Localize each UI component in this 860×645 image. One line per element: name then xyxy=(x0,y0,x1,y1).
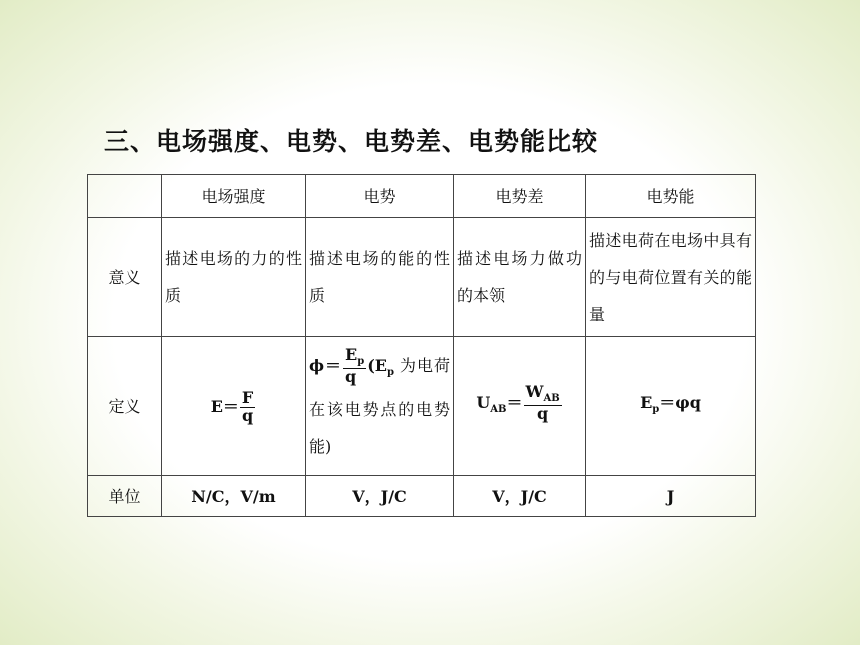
fraction-numerator xyxy=(524,384,562,406)
equals-sign: ＝ xyxy=(506,392,523,412)
fraction xyxy=(240,387,255,425)
header-cell-empty xyxy=(88,175,162,218)
row-label-unit: 单位 xyxy=(88,476,162,517)
fraction-denominator: q xyxy=(242,405,254,425)
unit-potential-difference: V，J/C xyxy=(454,476,586,517)
fraction-denominator: q xyxy=(345,366,357,386)
formula-base: E xyxy=(640,392,653,412)
lhs-subscript: AB xyxy=(490,404,507,416)
fraction-denominator: q xyxy=(537,403,549,423)
meaning-field-strength: 描述电场的力的性质 xyxy=(162,218,306,337)
page-title: 三、电场强度、电势、电势差、电势能比较 xyxy=(104,127,599,156)
definition-potential-energy xyxy=(586,337,756,476)
note-open: (E xyxy=(367,355,387,375)
numerator-base: E xyxy=(345,345,358,365)
header-potential-energy: 电势能 xyxy=(586,175,756,218)
note-subscript: p xyxy=(386,367,394,379)
table-row-unit xyxy=(88,476,756,517)
note-text: 为电荷在该电势点的电势能) xyxy=(309,355,450,457)
lhs-base: U xyxy=(476,392,491,412)
numerator-subscript: AB xyxy=(543,393,560,405)
formula-subscript: p xyxy=(652,404,660,416)
header-field-strength: 电场强度 xyxy=(162,175,306,218)
table-header-row xyxy=(88,175,756,218)
definition-field-strength xyxy=(162,337,306,476)
unit-potential: V，J/C xyxy=(306,476,454,517)
fraction xyxy=(343,347,366,385)
formula-lhs: ϕ＝ xyxy=(309,355,343,375)
meaning-potential-difference: 描述电场力做功的本领 xyxy=(454,218,586,337)
fraction-numerator: F xyxy=(241,387,254,407)
numerator-base: W xyxy=(525,382,544,402)
header-potential: 电势 xyxy=(306,175,454,218)
meaning-potential-energy: 描述电荷在电场中具有的与电荷位置有关的能量 xyxy=(586,218,756,337)
definition-potential-difference xyxy=(454,337,586,476)
unit-field-strength: N/C，V/m xyxy=(162,476,306,517)
meaning-potential: 描述电场的能的性质 xyxy=(306,218,454,337)
fraction xyxy=(524,384,562,422)
fraction-numerator xyxy=(343,347,366,369)
row-label-definition: 定义 xyxy=(88,337,162,476)
comparison-table xyxy=(87,174,756,517)
row-label-meaning: 意义 xyxy=(88,218,162,337)
numerator-subscript: p xyxy=(357,356,365,368)
table-row-definition xyxy=(88,337,756,476)
table-row-meaning xyxy=(88,218,756,337)
definition-potential xyxy=(306,337,454,476)
unit-potential-energy: J xyxy=(586,476,756,517)
formula-rest: ＝φq xyxy=(659,392,701,412)
formula-lhs: E＝ xyxy=(210,396,239,416)
header-potential-difference: 电势差 xyxy=(454,175,586,218)
